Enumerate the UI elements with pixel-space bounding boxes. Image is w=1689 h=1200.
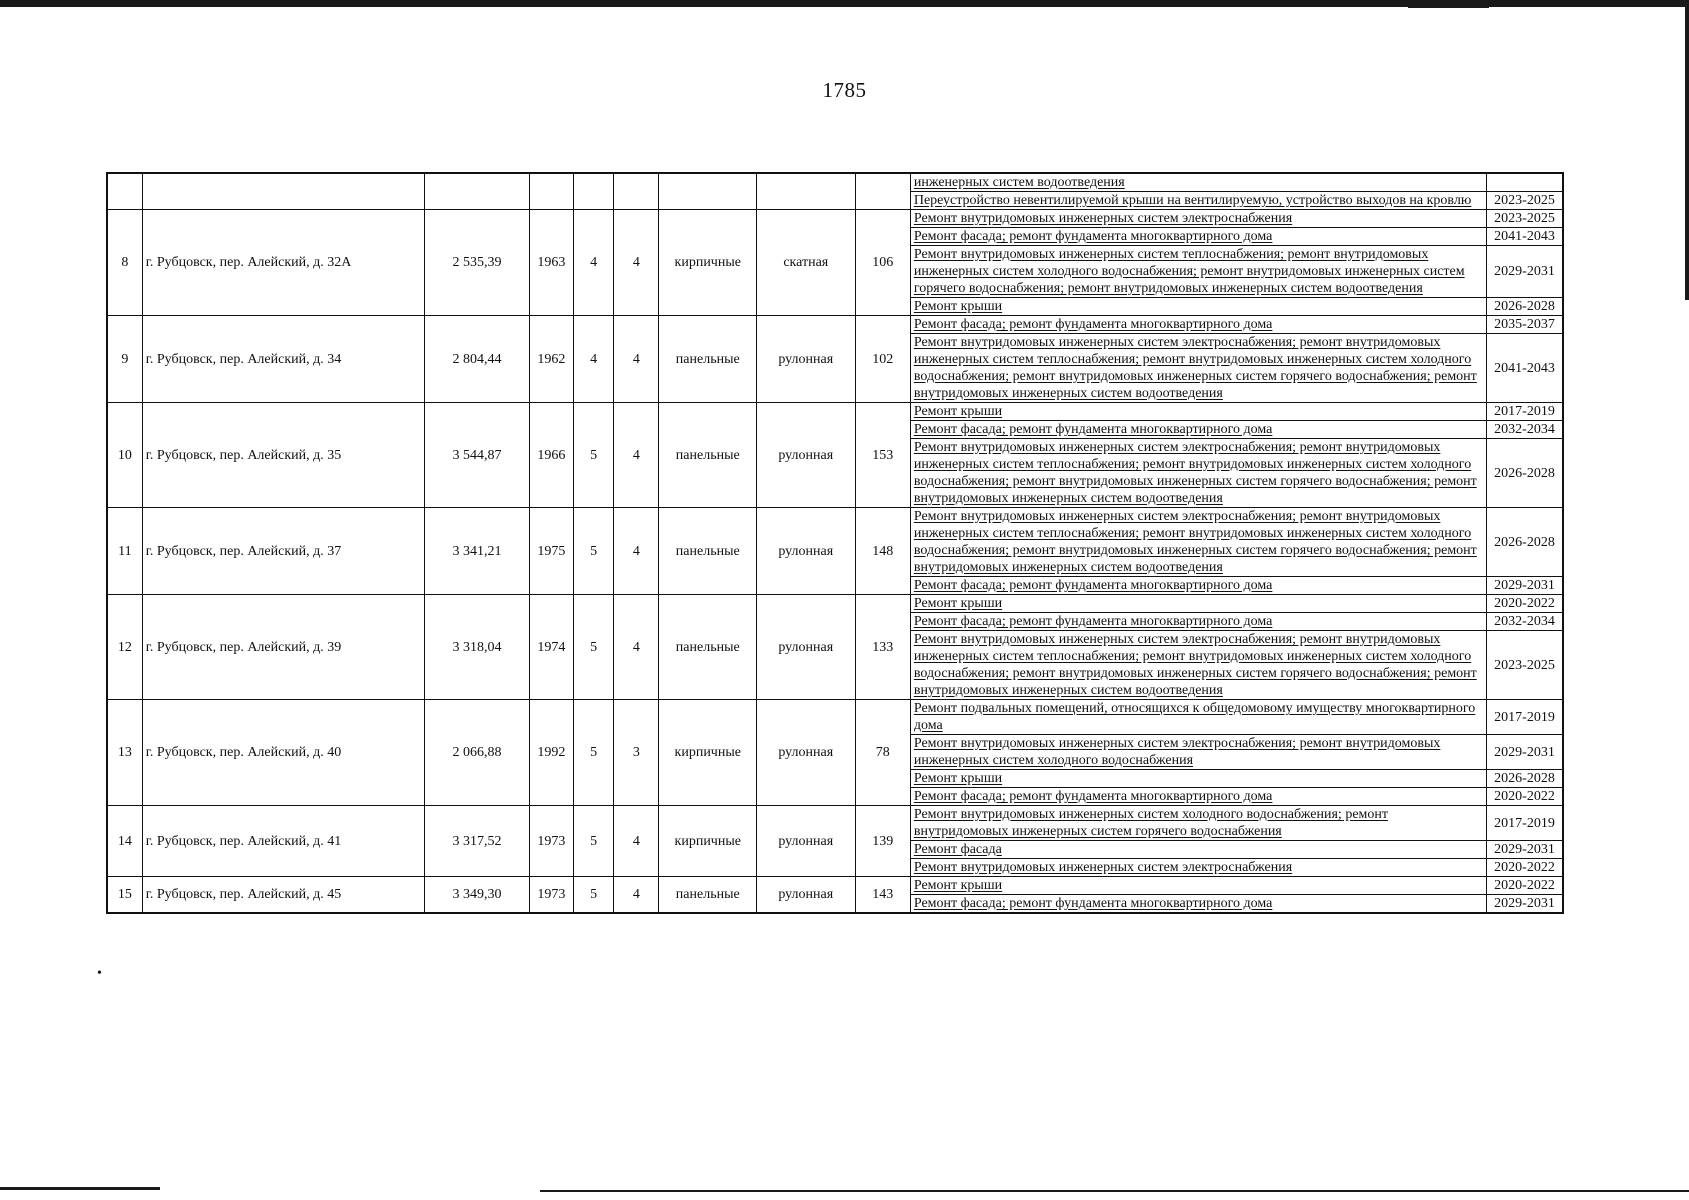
work-item [910,192,1486,210]
building-address: г. Рубцовск, пер. Алейский, д. 37 [142,508,425,595]
work-item [910,613,1486,631]
wall-material: панельные [659,316,757,403]
work-text: Ремонт внутридомовых инженерных систем электроснабжения; ремонт внутридомовых инженерных систем теплоснабжения; ремонт внутридомовых инженерных систем холодного водоснабжения; ремонт внутридомовых инженерных систем горячего водоснабжения; ремонт внутридомовых инженерных систем водоотведения [913,440,1477,506]
building-floors: 5 [574,877,614,914]
building-address: г. Рубцовск, пер. Алейский, д. 45 [142,877,425,914]
work-item [910,806,1486,841]
table-row [107,210,1563,228]
building-year: 1992 [529,700,573,806]
work-item [910,228,1486,246]
work-item [910,246,1486,298]
work-period: 2026-2028 [1487,770,1564,788]
building-area: 2 066,88 [425,700,530,806]
row-number: 13 [107,700,142,806]
empty-cell [574,173,614,210]
building-year: 1973 [529,877,573,914]
work-item [910,700,1486,735]
work-period: 2023-2025 [1487,210,1564,228]
work-text: Ремонт внутридомовых инженерных систем электроснабжения [913,860,1293,875]
work-text: Ремонт фасада; ремонт фундамента многоквартирного дома [913,614,1273,629]
roof-type: рулонная [757,806,856,877]
empty-cell [614,173,659,210]
building-entrances: 4 [614,316,659,403]
work-item [910,877,1486,895]
work-text: Ремонт фасада [913,842,1002,857]
work-period: 2032-2034 [1487,613,1564,631]
table-row [107,508,1563,577]
wall-material: панельные [659,595,757,700]
work-item [910,403,1486,421]
building-entrances: 3 [614,700,659,806]
roof-type: скатная [757,210,856,316]
work-text: Ремонт внутридомовых инженерных систем электроснабжения [913,211,1293,226]
work-item [910,298,1486,316]
work-item [910,859,1486,877]
building-floors: 5 [574,508,614,595]
work-period: 2029-2031 [1487,246,1564,298]
work-period: 2029-2031 [1487,735,1564,770]
building-entrances: 4 [614,877,659,914]
work-period [1487,173,1564,192]
work-period: 2017-2019 [1487,403,1564,421]
building-address: г. Рубцовск, пер. Алейский, д. 39 [142,595,425,700]
work-item [910,421,1486,439]
wall-material: кирпичные [659,210,757,316]
building-entrances: 4 [614,403,659,508]
work-text: Ремонт фасада; ремонт фундамента многоквартирного дома [913,422,1273,437]
work-period: 2026-2028 [1487,439,1564,508]
work-period: 2023-2025 [1487,192,1564,210]
wall-material: панельные [659,403,757,508]
building-floors: 4 [574,316,614,403]
work-period: 2020-2022 [1487,788,1564,806]
scan-edge-bottom-left [0,1187,160,1190]
scan-edge-top [0,0,1689,7]
building-area: 3 318,04 [425,595,530,700]
work-text: Ремонт фасада; ремонт фундамента многоквартирного дома [913,317,1273,332]
work-text: Ремонт внутридомовых инженерных систем электроснабжения; ремонт внутридомовых инженерных систем холодного водоснабжения [913,736,1441,768]
work-item [910,508,1486,577]
building-entrances: 4 [614,806,659,877]
work-text: Ремонт фасада; ремонт фундамента многоквартирного дома [913,789,1273,804]
work-text: Ремонт крыши [913,404,1003,419]
work-text: Ремонт крыши [913,596,1003,611]
table-body [107,173,1563,913]
building-address: г. Рубцовск, пер. Алейский, д. 41 [142,806,425,877]
building-year: 1966 [529,403,573,508]
building-entrances: 4 [614,595,659,700]
scan-dot: • [97,966,102,981]
wall-material: панельные [659,877,757,914]
work-text: Ремонт подвальных помещений, относящихся к общедомовому имуществу многоквартирного дома [913,701,1476,733]
work-text: инженерных систем водоотведения [913,175,1125,190]
building-area: 3 349,30 [425,877,530,914]
work-text: Ремонт крыши [913,771,1003,786]
residents-count: 139 [855,806,910,877]
repair-schedule-table [106,172,1564,914]
wall-material: кирпичные [659,700,757,806]
table-row [107,700,1563,735]
work-item [910,895,1486,914]
work-period: 2026-2028 [1487,298,1564,316]
wall-material: кирпичные [659,806,757,877]
building-floors: 5 [574,700,614,806]
building-address: г. Рубцовск, пер. Алейский, д. 35 [142,403,425,508]
building-year: 1962 [529,316,573,403]
work-item [910,841,1486,859]
table-row [107,806,1563,841]
work-period: 2029-2031 [1487,577,1564,595]
empty-cell [142,173,425,210]
work-text: Ремонт крыши [913,878,1003,893]
building-year: 1973 [529,806,573,877]
building-address: г. Рубцовск, пер. Алейский, д. 34 [142,316,425,403]
work-text: Ремонт внутридомовых инженерных систем электроснабжения; ремонт внутридомовых инженерных систем теплоснабжения; ремонт внутридомовых инженерных систем холодного водоснабжения; ремонт внутридомовых инженерных систем горячего водоснабжения; ремонт внутридомовых инженерных систем водоотведения [913,509,1477,575]
work-text: Ремонт внутридомовых инженерных систем теплоснабжения; ремонт внутридомовых инженерных систем холодного водоснабжения; ремонт внутридомовых инженерных систем горячего водоснабжения; ремонт внутридомовых инженерных систем водоотведения [913,247,1465,296]
work-period: 2017-2019 [1487,700,1564,735]
residents-count: 133 [855,595,910,700]
empty-cell [425,173,530,210]
scan-edge-top-right [1408,7,1489,8]
empty-cell [107,173,142,210]
residents-count: 148 [855,508,910,595]
work-item [910,439,1486,508]
scan-edge-right [1685,0,1689,300]
building-area: 3 317,52 [425,806,530,877]
work-item [910,316,1486,334]
empty-cell [529,173,573,210]
roof-type: рулонная [757,508,856,595]
residents-count: 153 [855,403,910,508]
work-item [910,595,1486,613]
work-text: Ремонт фасада; ремонт фундамента многоквартирного дома [913,896,1273,911]
work-item [910,788,1486,806]
residents-count: 143 [855,877,910,914]
work-item [910,173,1486,192]
building-floors: 5 [574,595,614,700]
work-text: Ремонт крыши [913,299,1003,314]
work-text: Ремонт внутридомовых инженерных систем электроснабжения; ремонт внутридомовых инженерных систем теплоснабжения; ремонт внутридомовых инженерных систем холодного водоснабжения; ремонт внутридомовых инженерных систем горячего водоснабжения; ремонт внутридомовых инженерных систем водоотведения [913,632,1477,698]
empty-cell [855,173,910,210]
row-number: 9 [107,316,142,403]
building-entrances: 4 [614,210,659,316]
building-year: 1963 [529,210,573,316]
work-period: 2020-2022 [1487,877,1564,895]
work-item [910,631,1486,700]
roof-type: рулонная [757,403,856,508]
empty-cell [757,173,856,210]
residents-count: 78 [855,700,910,806]
page-number: 1785 [822,78,867,102]
row-number: 12 [107,595,142,700]
work-text: Ремонт фасада; ремонт фундамента многоквартирного дома [913,229,1273,244]
building-address: г. Рубцовск, пер. Алейский, д. 40 [142,700,425,806]
work-period: 2029-2031 [1487,895,1564,914]
work-period: 2023-2025 [1487,631,1564,700]
building-area: 3 341,21 [425,508,530,595]
row-number: 11 [107,508,142,595]
work-text: Переустройство невентилируемой крыши на вентилируемую, устройство выходов на кровлю [913,193,1472,208]
building-year: 1974 [529,595,573,700]
work-period: 2026-2028 [1487,508,1564,577]
table-row [107,173,1563,192]
row-number: 14 [107,806,142,877]
roof-type: рулонная [757,316,856,403]
building-year: 1975 [529,508,573,595]
table-row [107,403,1563,421]
building-area: 2 535,39 [425,210,530,316]
scan-edge-bottom [540,1190,1689,1192]
wall-material: панельные [659,508,757,595]
roof-type: рулонная [757,700,856,806]
row-number: 8 [107,210,142,316]
work-item [910,210,1486,228]
work-item [910,770,1486,788]
empty-cell [659,173,757,210]
residents-count: 102 [855,316,910,403]
building-area: 2 804,44 [425,316,530,403]
building-area: 3 544,87 [425,403,530,508]
building-address: г. Рубцовск, пер. Алейский, д. 32А [142,210,425,316]
building-floors: 4 [574,210,614,316]
work-period: 2041-2043 [1487,228,1564,246]
table-row [107,316,1563,334]
work-item [910,334,1486,403]
building-entrances: 4 [614,508,659,595]
work-period: 2020-2022 [1487,859,1564,877]
roof-type: рулонная [757,877,856,914]
work-period: 2041-2043 [1487,334,1564,403]
work-period: 2017-2019 [1487,806,1564,841]
roof-type: рулонная [757,595,856,700]
work-item [910,735,1486,770]
building-floors: 5 [574,403,614,508]
work-period: 2020-2022 [1487,595,1564,613]
work-text: Ремонт внутридомовых инженерных систем электроснабжения; ремонт внутридомовых инженерных систем теплоснабжения; ремонт внутридомовых инженерных систем холодного водоснабжения; ремонт внутридомовых инженерных систем горячего водоснабжения; ремонт внутридомовых инженерных систем водоотведения [913,335,1477,401]
work-text: Ремонт фасада; ремонт фундамента многоквартирного дома [913,578,1273,593]
building-floors: 5 [574,806,614,877]
row-number: 15 [107,877,142,914]
work-text: Ремонт внутридомовых инженерных систем холодного водоснабжения; ремонт внутридомовых инженерных систем горячего водоснабжения [913,807,1388,839]
row-number: 10 [107,403,142,508]
work-period: 2035-2037 [1487,316,1564,334]
residents-count: 106 [855,210,910,316]
table-row [107,595,1563,613]
table-row [107,877,1563,895]
work-period: 2029-2031 [1487,841,1564,859]
work-period: 2032-2034 [1487,421,1564,439]
work-item [910,577,1486,595]
